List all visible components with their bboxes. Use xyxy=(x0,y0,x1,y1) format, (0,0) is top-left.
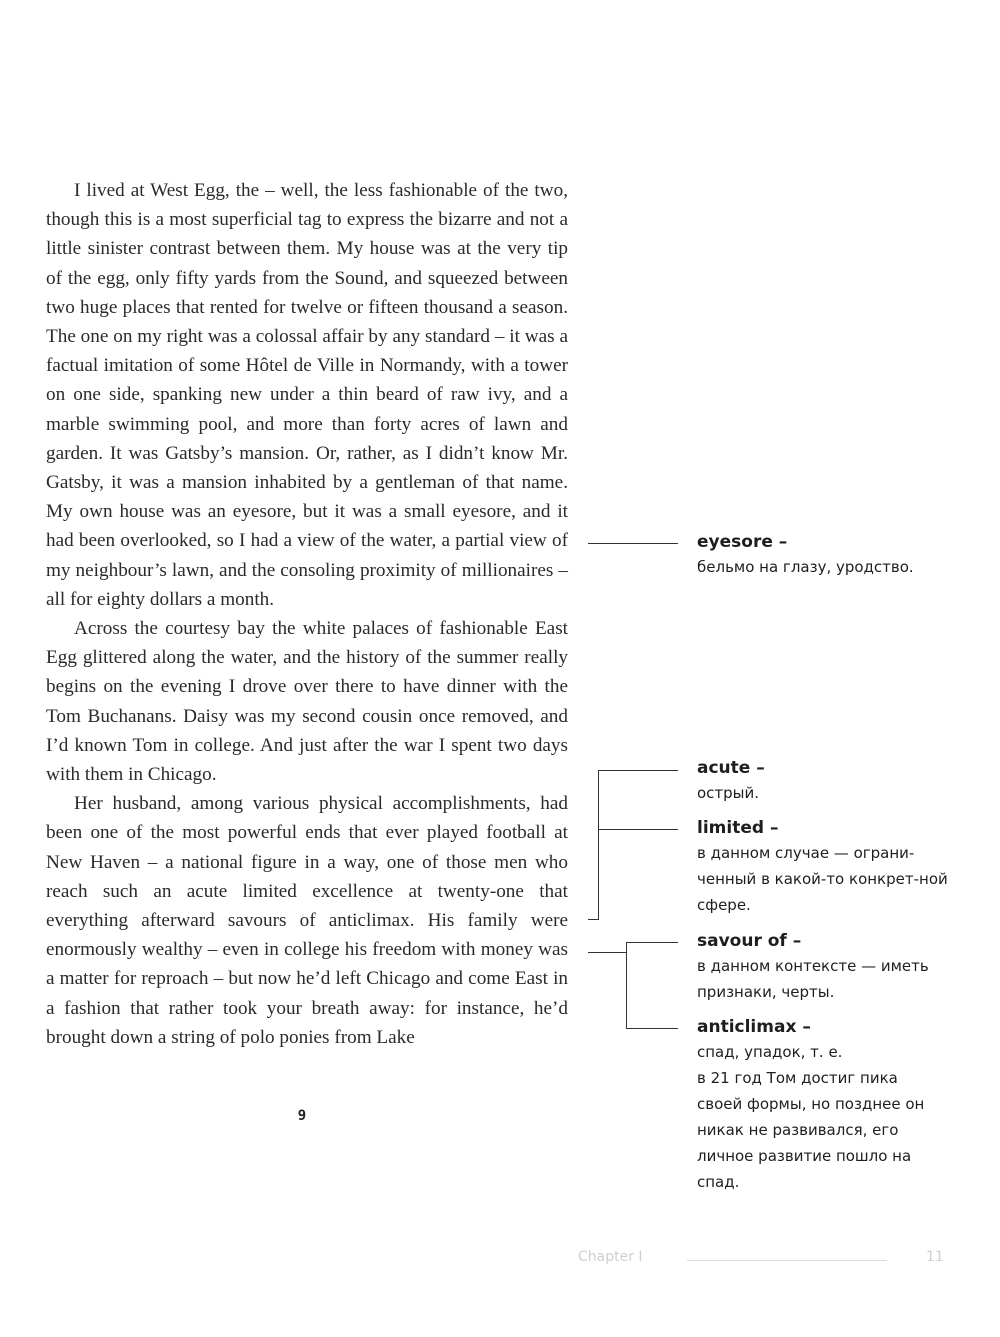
gloss-definition: спад, упадок, т. е. xyxy=(697,1043,843,1061)
gloss-term: anticlimax – xyxy=(697,1017,811,1037)
gloss-definition: в данном контексте — иметь признаки, черты. xyxy=(697,957,929,1001)
gloss-term: eyesore – xyxy=(697,532,788,552)
gloss-limited xyxy=(697,816,959,918)
connector-acute-h xyxy=(598,770,678,771)
connector-acute-limited-in xyxy=(588,919,599,920)
connector-savour-v xyxy=(626,942,627,1029)
gloss-definition-extra: в 21 год Том достиг пика своей формы, но позднее он никак не развивался, его личное развитие пошло на спад. xyxy=(697,1069,925,1191)
gloss-savour-of xyxy=(697,929,965,1005)
connector-limited-h xyxy=(598,829,678,830)
paragraph-2: Across the courtesy bay the white palaces of fashionable East Egg glittered along the water, and the history of the summer really begins on the evening I drove over there to have dinner with the Tom Buchanans. Daisy was my second cousin once removed, and I’d known Tom in college. And just after the war I spent two days with them in Chicago. xyxy=(46,618,568,786)
page-number: 9 xyxy=(297,1108,307,1124)
gloss-anticlimax xyxy=(697,1015,937,1195)
gloss-term: savour of – xyxy=(697,931,802,951)
connector-acute-limited-v xyxy=(598,770,599,920)
main-text-column xyxy=(46,176,568,1052)
footer-divider xyxy=(687,1260,887,1261)
footer-page-number: 11 xyxy=(926,1249,944,1265)
paragraph-3: Her husband, among various physical accomplishments, had been one of the most powerful ends that ever played football at New Haven – a national figure in a way, one of those men who reach such an acute limited excellence at twenty-one that everything afterward savours of anticlimax. His family were enormously wealthy – even in college his freedom with money was a matter for reproach – but now he’d left Chicago and come East in a fashion that rather took your breath away: for instance, he’d brought down a string of polo ponies from Lake xyxy=(46,793,568,1048)
paragraph-1: I lived at West Egg, the – well, the less fashionable of the two, though this is a most superficial tag to express the bizarre and not a little sinister contrast between them. My house was at the very tip of the egg, only fifty yards from the Sound, and squeezed between two huge places that rented for twelve or fifteen thousand a season. The one on my right was a colossal affair by any standard – it was a factual imitation of some Hôtel de Ville in Normandy, with a tower on one side, spanking new under a thin beard of raw ivy, and a marble swimming pool, and more than forty acres of lawn and garden. It was Gatsby’s mansion. Or, rather, as I didn’t know Mr. Gatsby, it was a mansion inhabited by a gentleman of that name. My own house was an eyesore, but it was a small eyesore, and it had been overlooked, so I had a view of the water, a partial view of my neighbour’s lawn, and the consoling proximity of millionaires – all for eighty dollars a month. xyxy=(46,180,568,610)
gloss-term: acute – xyxy=(697,758,765,778)
connector-eyesore xyxy=(588,543,678,544)
connector-savour-in xyxy=(588,952,626,953)
gloss-definition: в данном случае — ограни-ченный в какой-то конкрет-ной сфере. xyxy=(697,844,948,914)
footer-chapter: Chapter I xyxy=(578,1249,643,1265)
connector-savour-h xyxy=(626,942,678,943)
gloss-eyesore xyxy=(697,530,957,580)
gloss-acute xyxy=(697,756,957,806)
connector-anticlimax-h xyxy=(626,1028,678,1029)
gloss-definition: бельмо на глазу, уродство. xyxy=(697,558,914,576)
gloss-definition: острый. xyxy=(697,784,760,802)
gloss-term: limited – xyxy=(697,818,779,838)
